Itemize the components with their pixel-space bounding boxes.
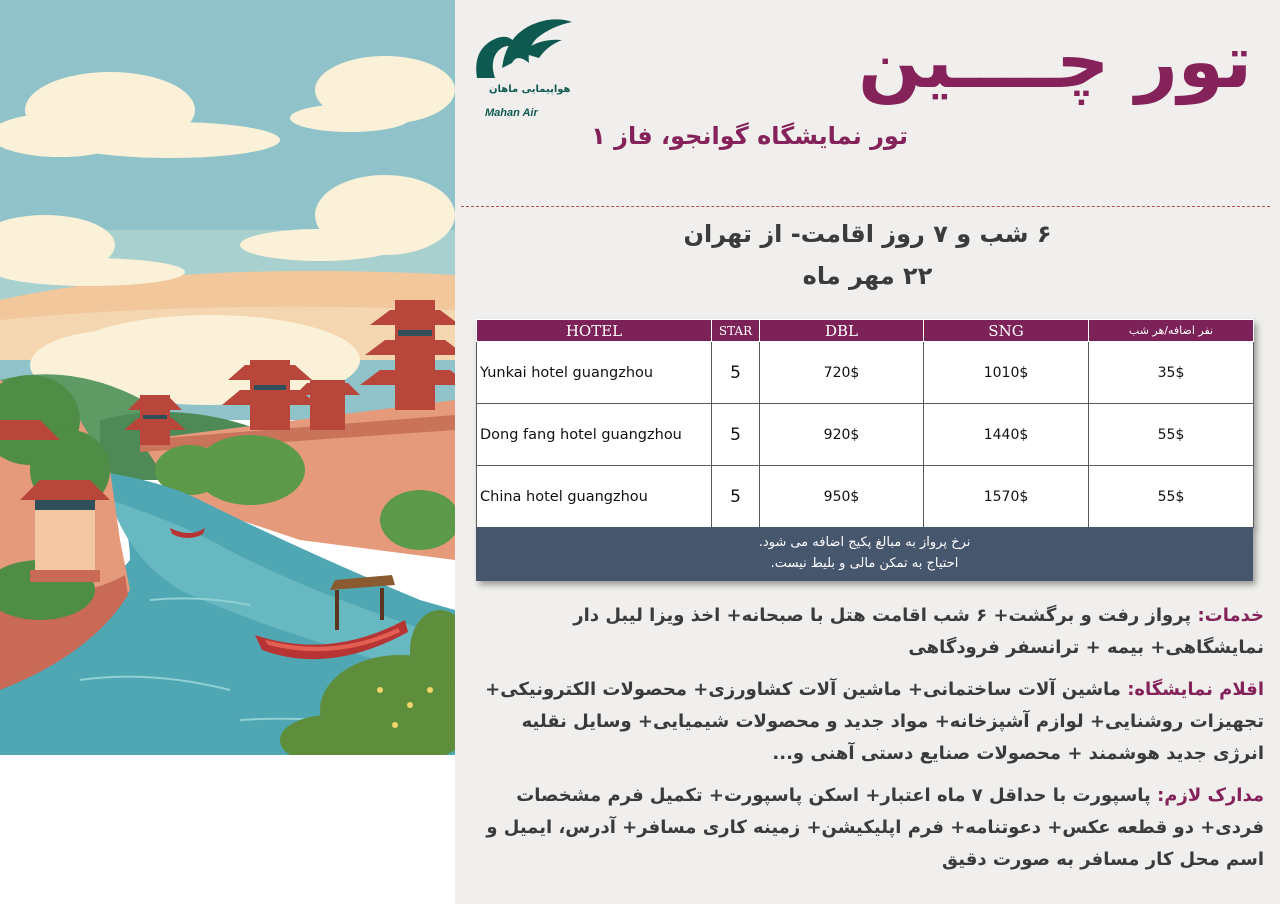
mahan-air-logo-icon [467, 8, 577, 88]
hotel-name: China hotel guangzhou [477, 466, 712, 528]
column-header-extra: نفر اضافه/هر شب [1089, 320, 1254, 342]
documents-text: پاسپورت با حداقل ۷ ماه اعتبار+ اسکن پاسپورت+ تکمیل فرم مشخصات فردی+ دو قطعه عکس+ دعوتنامه+ فرم اپلیکیشن+ زمینه کاری مسافر+ آدرس، ایمیل و اسم محل کار مسافر به صورت دقیق [486, 785, 1264, 870]
services-label: خدمات: [1197, 605, 1264, 626]
exhibition-text: ماشین آلات ساختمانی+ ماشین آلات کشاورزی+ محصولات الکترونیکی+ تجهیزات روشنایی+ لوازم آشپزخانه+ مواد جدید و محصولات شیمیایی+ وسایل نقلیه انرژی جدید هوشمند + محصولات صنایع دستی آهنی و... [485, 679, 1264, 764]
table-row [477, 404, 1254, 466]
note-line: احتیاج به تمکن مالی و بلیط نیست. [770, 556, 959, 571]
logo-english-text: Mahan Air [485, 107, 538, 119]
logo-persian-text: هواپیمایی ماهان [489, 84, 571, 95]
dashed-divider [461, 206, 1270, 207]
table-row [477, 342, 1254, 404]
services-text: پرواز رفت و برگشت+ ۶ شب اقامت هتل با صبحانه+ اخذ ویزا لیبل دار نمایشگاهی+ بیمه + ترانسفر فرودگاهی [573, 605, 1264, 658]
price-extra: 35$ [1089, 342, 1254, 404]
page-subtitle: تور نمایشگاه گوانجو، فاز ۱ [591, 122, 908, 150]
tour-info-panel [455, 0, 1280, 904]
price-sng: 1570$ [924, 466, 1089, 528]
hotel-name: Dong fang hotel guangzhou [477, 404, 712, 466]
exhibition-items-paragraph [467, 674, 1264, 770]
price-dbl: 720$ [760, 342, 924, 404]
trip-duration: ۶ شب و ۷ روز اقامت- از تهران [683, 220, 1052, 248]
price-dbl: 920$ [760, 404, 924, 466]
price-dbl: 950$ [760, 466, 924, 528]
price-sng: 1010$ [924, 342, 1089, 404]
china-river-illustration [0, 0, 455, 755]
column-header-dbl: DBL [760, 320, 924, 342]
hotel-stars: 5 [712, 404, 760, 466]
price-extra: 55$ [1089, 404, 1254, 466]
documents-label: مدارک لازم: [1157, 785, 1264, 806]
column-header-star: STAR [712, 320, 760, 342]
hotel-stars: 5 [712, 342, 760, 404]
hotel-name: Yunkai hotel guangzhou [477, 342, 712, 404]
column-header-sng: SNG [924, 320, 1089, 342]
table-header-row [477, 320, 1254, 342]
services-paragraph [467, 600, 1264, 664]
hotel-price-table [476, 319, 1254, 528]
note-line: نرخ پرواز به مبالغ پکیج اضافه می شود. [758, 535, 971, 550]
column-header-hotel: HOTEL [477, 320, 712, 342]
price-notes [476, 527, 1253, 581]
page-title: تور چــــین [858, 19, 1252, 105]
price-sng: 1440$ [924, 404, 1089, 466]
required-documents-paragraph [467, 780, 1264, 876]
trip-date: ۲۲ مهر ماه [802, 262, 933, 290]
table-row [477, 466, 1254, 528]
price-extra: 55$ [1089, 466, 1254, 528]
hotel-stars: 5 [712, 466, 760, 528]
mahan-air-logo [467, 8, 577, 118]
exhibition-label: اقلام نمایشگاه: [1127, 679, 1264, 700]
